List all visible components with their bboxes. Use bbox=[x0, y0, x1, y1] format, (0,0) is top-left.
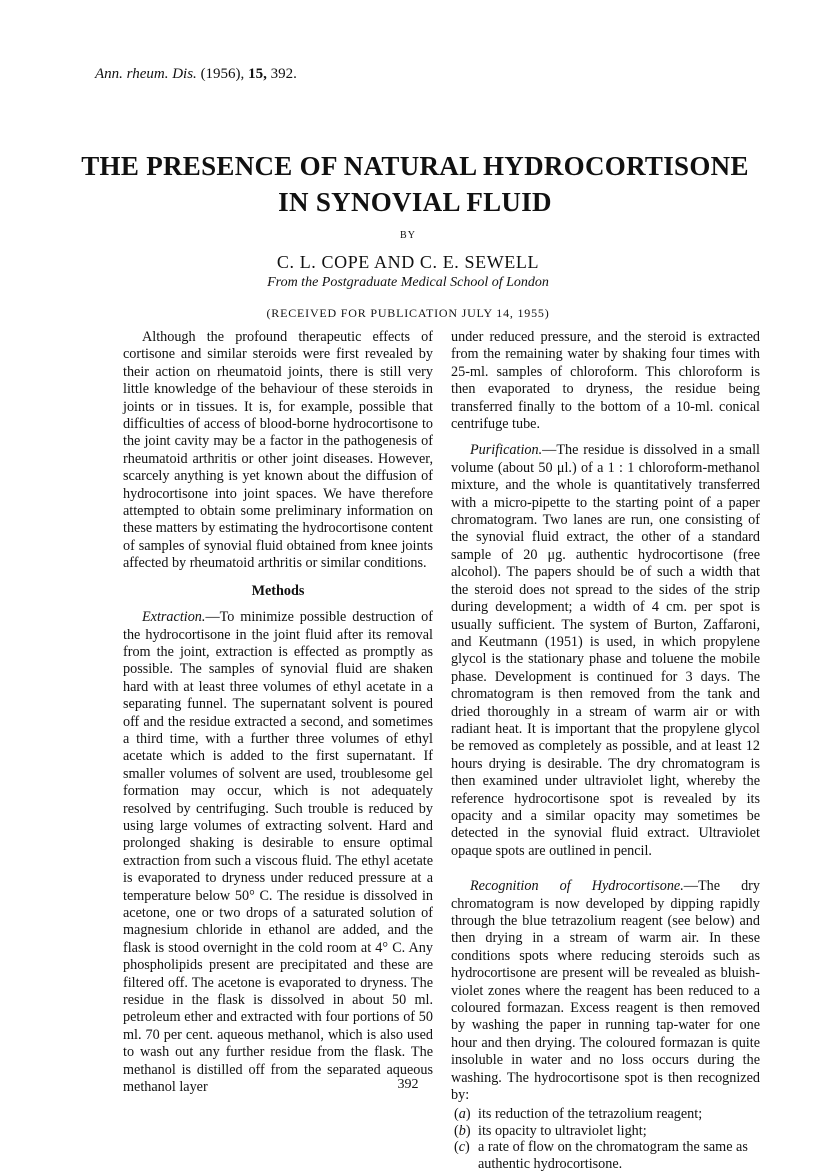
criterion-text: a rate of flow on the chromatogram the same as authentic hydrocortisone. bbox=[478, 1139, 748, 1172]
intro-paragraph: Although the profound therapeutic effects of cortisone and similar steroids were first revealed by their action on rheumatoid joints, there is still very little knowledge of the behaviour of these steroids in joints or in tissues. It is, for example, possible that difficulties of access of blood-borne hydrocortisone to the joint cavity may be a factor in the pathogenesis of rheumatoid arthritis or other joint diseases. However, scarcely anything is yet known about the diffusion of hydrocortisone into joint spaces. We have therefore attempted to obtain some preliminary information on these matters by estimating the hydrocortisone content of samples of synovial fluid obtained from knee joints affected by rheumatoid arthritis or similar conditions. bbox=[123, 329, 433, 572]
recognition-label: Recognition of Hydrocortisone. bbox=[470, 878, 684, 895]
purification-text: —The residue is dissolved in a small volume (about 50 μl.) of a 1 : 1 chloroform-methanol mixture, and the whole is quantitatively transferred with a micro-pipette to the starting point of a paper chromatogram. Two lanes are run, one consisting of the synovial fluid extract, the other of a standard sample of 20 μg. authentic hydrocortisone (free alcohol). The papers should be of such a width that the steroid does not spread to the sides of the strip during development; a width of 4 cm. per spot is usually sufficient. The system of Burton, Zaffaroni, and Keutmann (1951) is used, in which propylene glycol is the stationary phase and toluene the mobile phase. Development is continued for 3 days. The chromatogram is then removed from the tank and dried thoroughly in a stream of warm air or with radiant heat. It is important that the propylene glycol be removed as completely as possible, and at least 12 hours drying is desirable. The dry chromatogram is then examined under ultraviolet light, whereby the reference hydrocortisone spot is revealed by its opacity and a similar opacity may sometimes be detected in the synovial fluid extract. Ultraviolet opaque spots are outlined in pencil. bbox=[451, 442, 760, 859]
title-line-2: IN SYNOVIAL FLUID bbox=[278, 187, 552, 217]
extraction-label: Extraction. bbox=[142, 609, 206, 626]
list-item: (a) its reduction of the tetrazolium reagent; bbox=[451, 1106, 760, 1123]
criterion-label: a bbox=[458, 1106, 466, 1123]
journal-year: (1956), bbox=[200, 66, 245, 82]
journal-page: 392. bbox=[270, 66, 297, 82]
journal-name: Ann. rheum. Dis. bbox=[95, 66, 197, 82]
recognition-text: —The dry chromatogram is now developed by dipping rapidly through the blue tetrazolium reagent (see below) and then drying in a stream of warm air. In these conditions spots where reducing steroids such as hydrocortisone are present will be revealed as bluish-violet zones where the reagent has been reduced to a coloured formazan. Excess reagent is then removed by washing the paper in running tap-water for one hour and then drying. The coloured formazan is quite insoluble in water and no loss occurs during the washing. The hydrocortisone spot is then recognized by: bbox=[451, 878, 760, 1104]
criterion-text: its opacity to ultraviolet light; bbox=[478, 1122, 647, 1139]
purification-label: Purification. bbox=[470, 442, 543, 459]
extraction-paragraph bbox=[123, 609, 433, 1096]
left-column bbox=[123, 329, 433, 1096]
extraction-continued: under reduced pressure, and the steroid is extracted from the remaining water by shaking four times with 25-ml. samples of chloroform. This chloroform is then evaporated to dryness, the residue being transferred finally to the bottom of a 10-ml. conical centrifuge tube. bbox=[451, 329, 760, 433]
page-number: 392 bbox=[397, 1077, 419, 1092]
criteria-list bbox=[451, 1106, 760, 1172]
affiliation: From the Postgraduate Medical School of London bbox=[267, 275, 549, 290]
journal-volume: 15, bbox=[248, 66, 267, 82]
article-title bbox=[60, 148, 770, 220]
list-item: (b) its opacity to ultraviolet light; bbox=[451, 1123, 760, 1140]
criterion-label: c bbox=[458, 1139, 466, 1156]
extraction-text: —To minimize possible destruction of the hydrocortisone in the joint fluid after its removal from the joint, extraction is effected as promptly as possible. The samples of synovial fluid are shaken hard with at least three volumes of ethyl acetate in a separating funnel. The supernatant solvent is poured off and the residue extracted a second, and sometimes a third time, with a further three volumes of ethyl acetate which is added to the first supernatant. If smaller volumes of solvent are used, troublesome gel formation may occur, which is not adequately resolved by centrifuging. Such trouble is reduced by using large volumes of extracting solvent. Hard and prolonged shaking is desirable to ensure optimal extraction from such a viscous fluid. The ethyl acetate is evaporated to dryness under reduced pressure at a temperature below 50° C. The residue is dissolved in acetone, one or two drops of a saturated solution of magnesium chloride in ethanol are added, and the flask is stood overnight in the cold room at 4° C. Any phospholipids present are precipitated and these are filtered off. The acetone is evaporated to dryness. The residue in the flask is dissolved in about 50 ml. petroleum ether and extracted with four portions of 50 ml. 70 per cent. aqueous methanol, which is also used to wash out any further residue from the flask. The methanol is distilled off from the separated aqueous methanol layer bbox=[123, 609, 433, 1096]
journal-citation bbox=[95, 66, 297, 83]
recognition-paragraph bbox=[451, 878, 760, 1104]
right-column bbox=[451, 329, 760, 1172]
received-date: (RECEIVED FOR PUBLICATION JULY 14, 1955) bbox=[266, 306, 550, 320]
methods-heading: Methods bbox=[251, 582, 305, 599]
list-item: (c) a rate of flow on the chromatogram the same as authentic hydrocortisone. bbox=[451, 1139, 760, 1172]
title-line-1: THE PRESENCE OF NATURAL HYDROCORTISONE bbox=[81, 151, 749, 181]
purification-paragraph bbox=[451, 442, 760, 860]
authors: C. L. COPE AND C. E. SEWELL bbox=[276, 252, 540, 272]
byline-label: BY bbox=[400, 230, 416, 241]
criterion-text: its reduction of the tetrazolium reagent; bbox=[478, 1106, 703, 1123]
criterion-label: b bbox=[458, 1122, 466, 1139]
